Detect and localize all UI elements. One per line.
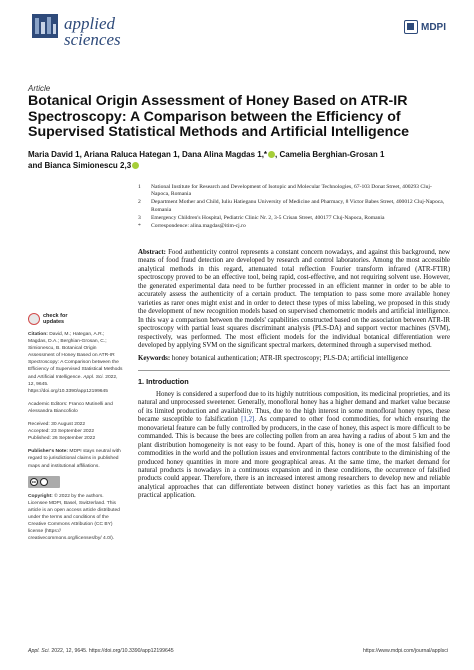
citation-block	[28, 331, 124, 395]
correspondence-email[interactable]: Correspondence: alina.magdas@itim-cj.ro	[151, 222, 246, 229]
footer-citation	[28, 648, 174, 654]
author-list	[28, 149, 448, 171]
page-footer	[28, 648, 448, 654]
intro-paragraph	[138, 391, 450, 501]
publisher-name: MDPI	[421, 21, 446, 33]
updates-line1: check for	[43, 313, 68, 319]
section-heading: 1. Introduction	[138, 376, 189, 386]
attribution-icon	[40, 478, 48, 486]
editors-block	[28, 401, 124, 415]
copyright-text: © 2022 by the authors. Licensee MDPI, Basel, Switzerland. This article is an open access article distributed under the terms and conditions of the Creative Commons Attribution (CC BY) license (https:// creativecommons.org/licenses/by/ 4.0/).	[28, 493, 120, 542]
authors-line1: Maria David 1, Ariana Raluca Hategan 1, Dana Alina Magdas 1,*	[28, 150, 268, 159]
abstract-text: Food authenticity control represents a constant concern nowadays, and against this background, new means of food fraud detection are developed by research and control laboratories. Among the most accessible analytical methods in this regard, attenuated total reflection Fourier transform infrared (ATR-FTIR) spectroscopy proved to be an effective tool, being rapid, cost-effective, and not requiring solvent use. However, the generated experimental data need to be further processed in an efficient manner in order to be able to accurately assess the authenticity of a certain product. The temptation to pass some more available honey varieties as rarer ones might exist and in order to detect these types of miss labeling, we proposed in this study the development of new recognition models based on supervised chemometric models and artificial intelligence. In this way a comparison between the models' capabilities constructed based on the association between ATR-IR spectroscopy with partial least squares discriminant analysis (PLS-DA) and support vector machines (SVM), respectively, was performed. The most efficient models for the individual botanical differentiation were developed by applying SVM on the significant spectral markers, determined through a supervised method.	[138, 249, 450, 349]
publisher-note-text: MDPI stays neutral with regard to jurisdictional claims in published maps and institutional affiliations.	[28, 449, 121, 469]
affiliation-text: National Institute for Research and Development of Isotopic and Molecular Technologies, 67-103 Donat Street, 400293 Cluj-Napoca, Romania	[151, 184, 432, 198]
journal-name-line1: applied	[64, 14, 115, 33]
affiliation-text: Emergency Children's Hospital, Pediatric Clinic Nr. 2, 3-5 Crisan Street, 400177 Cluj-Napoca, Romania	[151, 214, 385, 221]
divider	[138, 370, 450, 371]
affiliation-item	[138, 223, 450, 230]
affiliation-item	[138, 199, 450, 214]
cc-license-icon[interactable]	[28, 476, 60, 488]
publisher-note-label: Publisher's Note:	[28, 449, 69, 455]
affiliation-number: 2	[138, 199, 141, 206]
accepted-date: Accepted: 23 September 2022	[28, 429, 95, 435]
editors-label: Academic Editors:	[28, 401, 68, 407]
publisher-note	[28, 448, 124, 469]
editors-text: Franco Mutinelli and Alessandra Biancofiolo	[28, 401, 113, 414]
sidebar	[28, 313, 124, 548]
copyright-label: Copyright:	[28, 493, 53, 499]
orcid-icon[interactable]	[132, 162, 139, 169]
affiliations	[138, 184, 450, 230]
update-badge-icon	[28, 313, 40, 325]
footer-doi[interactable]: 2022, 12, 9645. https://doi.org/10.3390/app12199645	[51, 648, 174, 654]
article-type: Article	[28, 84, 51, 93]
received-date: Received: 30 August 2022	[28, 422, 86, 428]
citation-doi[interactable]: 2022, 12, 9645. https://doi.org/10.3390/app12199645	[28, 374, 118, 394]
dates-block	[28, 421, 124, 442]
affiliation-number: 3	[138, 214, 141, 221]
keywords	[138, 355, 450, 363]
authors-line1b: , Camelia Berghian-Grosan 1	[275, 150, 385, 159]
copyright-block	[28, 493, 124, 543]
citation-label: Citation:	[28, 332, 48, 337]
authors-line2: and Bianca Simionescu 2,3	[28, 161, 132, 170]
cc-circle-icon: cc	[31, 478, 37, 484]
mdpi-icon	[404, 20, 418, 34]
affiliation-number: 1	[138, 184, 141, 190]
orcid-icon[interactable]	[268, 151, 275, 158]
abstract	[138, 249, 450, 350]
publisher-logo	[404, 20, 446, 34]
abstract-label: Abstract:	[138, 249, 166, 256]
check-for-updates-button[interactable]	[28, 313, 124, 325]
affiliation-item	[138, 215, 450, 222]
affiliation-item	[138, 184, 450, 199]
published-date: Published: 26 September 2022	[28, 436, 96, 442]
journal-name-line2: sciences	[64, 30, 121, 49]
citation-text: David, M.; Hategan, A.R.; Magdas, D.A.; Berghian-Grosan, C.; Simionescu, B. Botanical Origin Assessment of Honey Based on ATR-IR Spectroscopy: A Comparison between the Efficiency of Supervised Statistical Methods and Artificial Intelligence.	[28, 332, 123, 380]
affiliation-number: *	[138, 222, 141, 229]
affiliation-text: Department Mother and Child, Iuliu Hatieganu University of Medicine and Pharmacy, 8 Victor Babes Street, 400012 Cluj-Napoca, Romania	[151, 199, 445, 213]
paper-title: Botanical Origin Assessment of Honey Based on ATR-IR Spectroscopy: A Comparison between the Efficiency of Supervised Statistical Methods and Artificial Intelligence	[28, 93, 410, 140]
footer-journal: Appl. Sci.	[28, 648, 50, 654]
journal-logo-icon	[32, 14, 58, 38]
intro-text-part2: . As compared to other food commodities, for which ensuring the monovarietal feature can be fully controlled by producers, in the case of honey, this aspect is more difficult to be commanded. This is because the bees are collecting pollen from an area having a radius of about 5 km and the plant distribution homogeneity is not easy to be found. Apart of this, honey is one of the most falsified food commodities in the world and the pollution issues and environmental factors contribute to the diminishing of the produced honey quantities in more and more geographical areas. At the same time, the market demand for natural products is nowadays in a continuous expansion and in these conditions, the occurrence of falsified products could appear. Therefore, there is an increased interest among researchers to develop new and reliable analytical approaches that can differentiate between distinct honey varieties as this fact has an important practical application.	[138, 416, 450, 500]
page-header	[32, 14, 446, 70]
updates-line2: updates	[43, 319, 65, 325]
main-content	[138, 249, 450, 501]
footer-journal-url[interactable]: https://www.mdpi.com/journal/applsci	[362, 648, 448, 654]
journal-name	[64, 16, 121, 48]
intro-text-part1: Honey is considered a superfood due to its highly nutritious composition, its medicinal proprieties, and its natural and unprocessed sweetener. Generally, monofloral honey has a higher demand and market value because of its limited production and availability. Thus, due to the high interest in some monofloral honey types, these became susceptible to falsification	[138, 390, 450, 424]
citation-journal: Appl. Sci.	[83, 374, 104, 380]
keywords-label: Keywords:	[138, 355, 171, 363]
keywords-text: honey botanical authentication; ATR-IR spectroscopy; PLS-DA; artificial intelligence	[171, 355, 409, 363]
reference-link[interactable]: [1,2]	[241, 416, 255, 424]
